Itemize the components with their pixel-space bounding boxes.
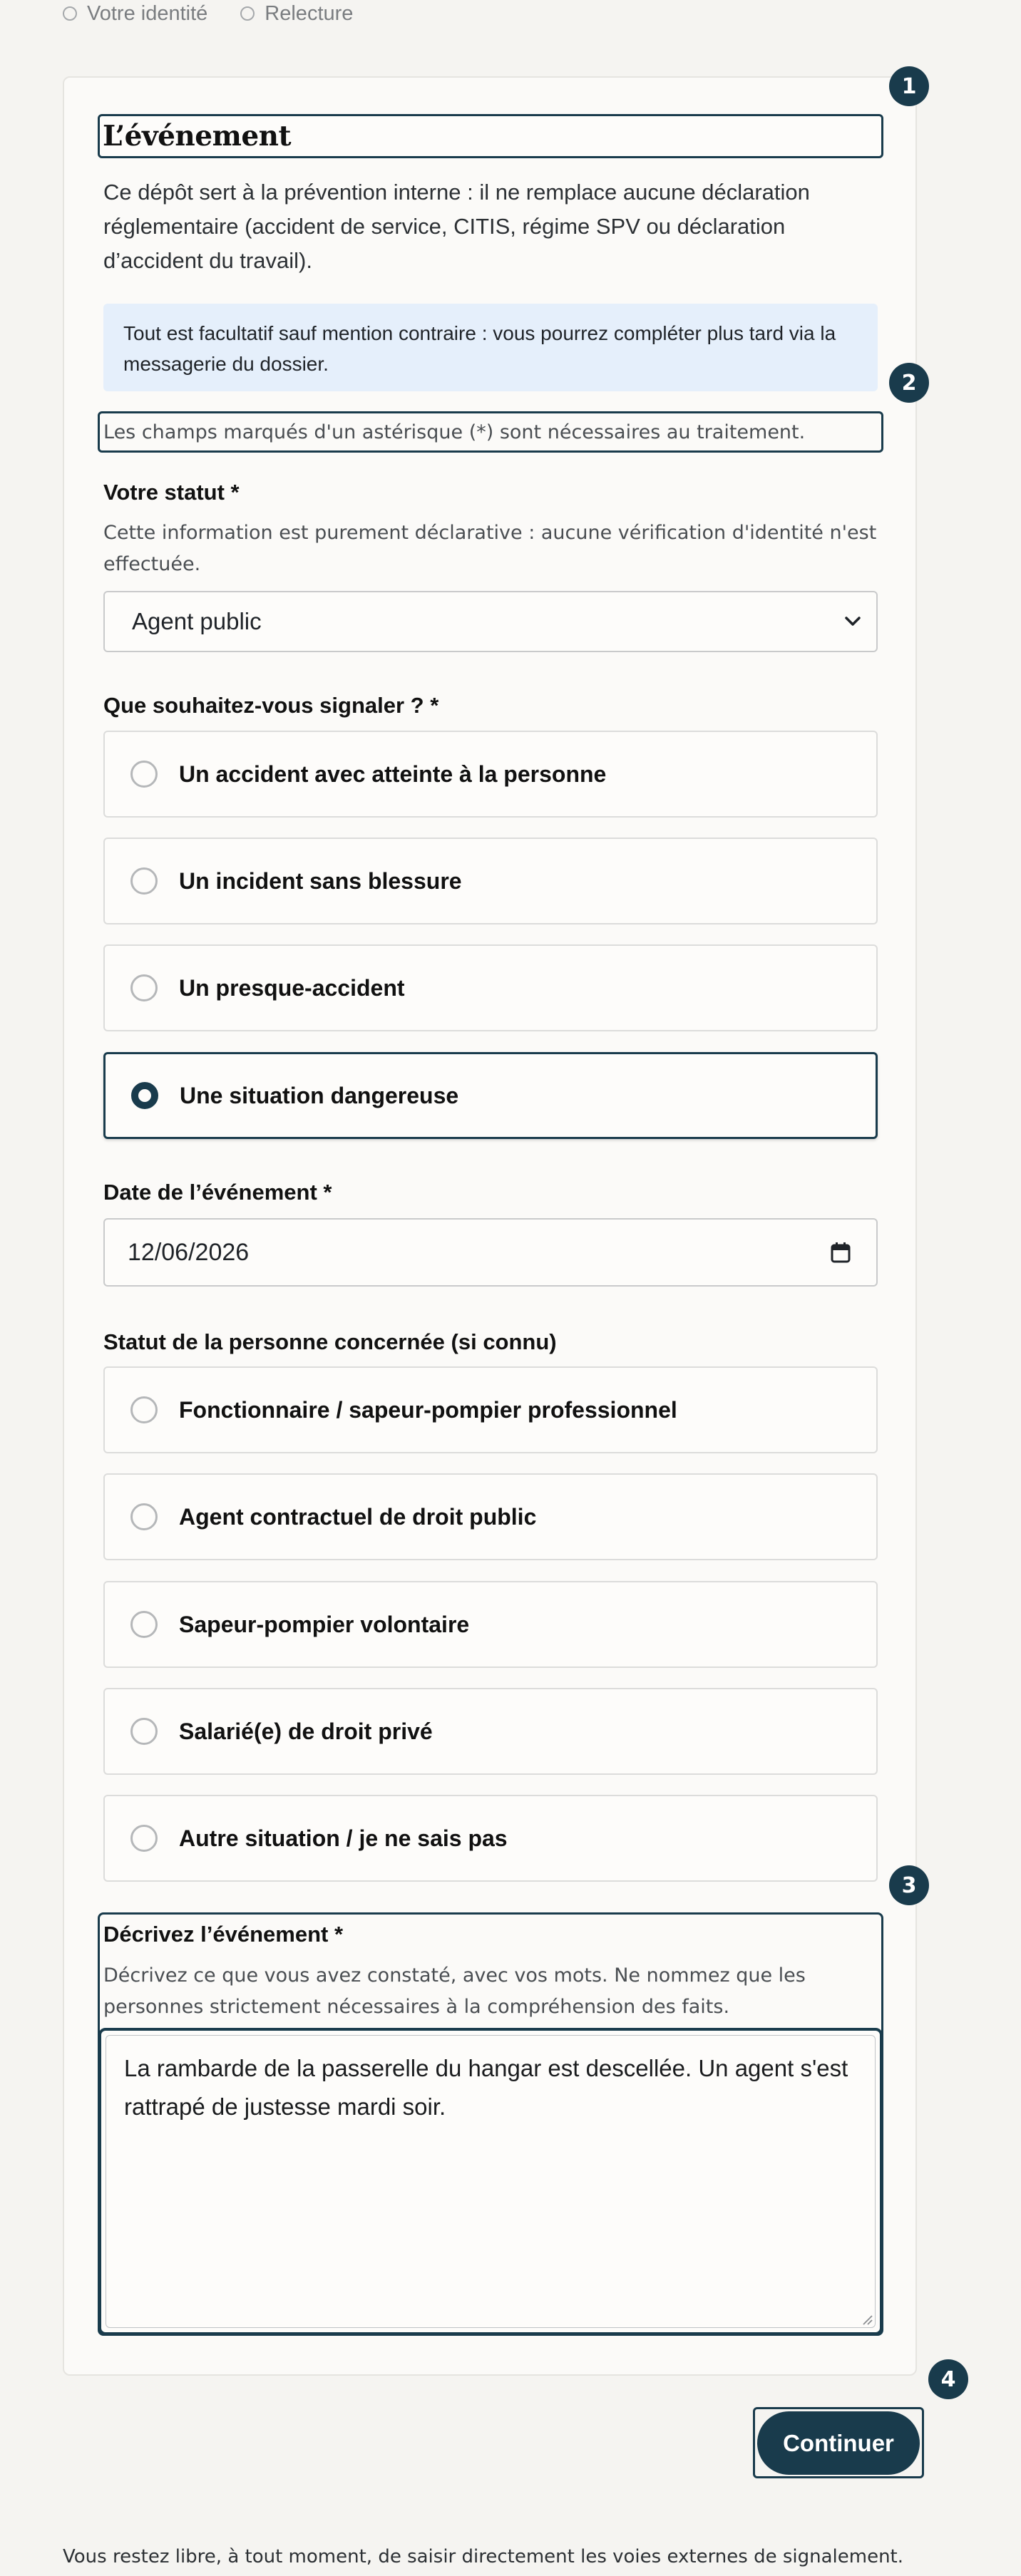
statut-label: Votre statut * xyxy=(103,480,240,505)
step-identite xyxy=(63,2,207,26)
signal-label: Que souhaitez-vous signaler ? * xyxy=(103,693,439,718)
personne-option-prive[interactable] xyxy=(103,1688,878,1775)
section-title-box xyxy=(98,114,883,158)
statut-select-value: Agent public xyxy=(132,608,262,634)
radio-icon xyxy=(130,1825,158,1852)
signal-option-incident[interactable] xyxy=(103,838,878,924)
step-dot-icon xyxy=(63,6,77,21)
option-label: Agent contractuel de droit public xyxy=(179,1503,537,1530)
option-label: Salarié(e) de droit privé xyxy=(179,1718,433,1744)
radio-icon xyxy=(130,1611,158,1638)
resize-handle-icon[interactable] xyxy=(861,2314,873,2325)
annotation-marker-1: 1 xyxy=(889,66,929,106)
chevron-down-icon xyxy=(845,617,861,627)
annotation-marker-2: 2 xyxy=(889,363,929,403)
option-label: Un presque-accident xyxy=(179,974,405,1001)
option-label: Sapeur-pompier volontaire xyxy=(179,1611,470,1637)
radio-icon xyxy=(130,761,158,788)
radio-icon xyxy=(130,867,158,895)
radio-icon xyxy=(130,1396,158,1423)
option-label: Autre situation / je ne sais pas xyxy=(179,1825,508,1851)
description-value: La rambarde de la passerelle du hangar est descellée. Un agent s'est rattrapé de justesse mardi soir. xyxy=(124,2055,848,2120)
statut-hint: Cette information est purement déclarative : aucune vérification d'identité n'est effectuée. xyxy=(103,522,877,575)
description-hint: Décrivez ce que vous avez constaté, avec vos mots. Ne nommez que les personnes strictement nécessaires à la compréhension des faits. xyxy=(103,1964,806,2018)
option-label: Fonctionnaire / sapeur-pompier professionnel xyxy=(179,1396,677,1423)
step-label: Votre identité xyxy=(87,1,208,25)
radio-icon xyxy=(130,1718,158,1745)
footer-note: Vous restez libre, à tout moment, de saisir directement les voies externes de signalement. xyxy=(63,2546,904,2567)
section-intro: Ce dépôt sert à la prévention interne : il ne remplace aucune déclaration réglementaire (accident de service, CITIS, régime SPV ou déclaration d’accident du travail). xyxy=(103,180,810,273)
step-dot-icon xyxy=(240,6,255,21)
calendar-icon[interactable] xyxy=(831,1242,851,1263)
annotation-marker-4: 4 xyxy=(928,2359,968,2399)
description-textarea[interactable] xyxy=(98,2028,883,2335)
step-label: Relecture xyxy=(265,1,354,25)
personne-option-fonctionnaire[interactable] xyxy=(103,1366,878,1453)
personne-option-autre[interactable] xyxy=(103,1795,878,1882)
personne-option-spv[interactable] xyxy=(103,1581,878,1668)
personne-option-contractuel[interactable] xyxy=(103,1473,878,1560)
signal-option-situation-dangereuse[interactable] xyxy=(103,1052,878,1139)
required-fields-note: Les champs marqués d'un astérisque (*) sont nécessaires au traitement. xyxy=(98,411,883,453)
description-label: Décrivez l’événement * xyxy=(103,1922,344,1947)
option-label: Un accident avec atteinte à la personne xyxy=(179,761,607,787)
date-value: 12/06/2026 xyxy=(128,1238,250,1266)
radio-checked-icon xyxy=(131,1082,158,1109)
personne-label: Statut de la personne concernée (si connu) xyxy=(103,1329,557,1354)
stepper xyxy=(63,0,353,27)
radio-icon xyxy=(130,974,158,1001)
info-notice: Tout est facultatif sauf mention contraire : vous pourrez compléter plus tard via la messagerie du dossier. xyxy=(103,304,878,391)
option-label: Un incident sans blessure xyxy=(179,867,462,894)
signal-option-accident[interactable] xyxy=(103,731,878,818)
option-label: Une situation dangereuse xyxy=(180,1082,459,1108)
date-input[interactable] xyxy=(103,1218,878,1287)
statut-select[interactable] xyxy=(103,591,878,652)
annotation-marker-3: 3 xyxy=(889,1865,929,1905)
section-title: L’événement xyxy=(103,120,292,153)
date-label: Date de l’événement * xyxy=(103,1180,332,1205)
signal-option-presque-accident[interactable] xyxy=(103,944,878,1031)
step-relecture xyxy=(240,2,353,26)
radio-icon xyxy=(130,1503,158,1530)
continue-button[interactable]: Continuer xyxy=(757,2411,920,2475)
